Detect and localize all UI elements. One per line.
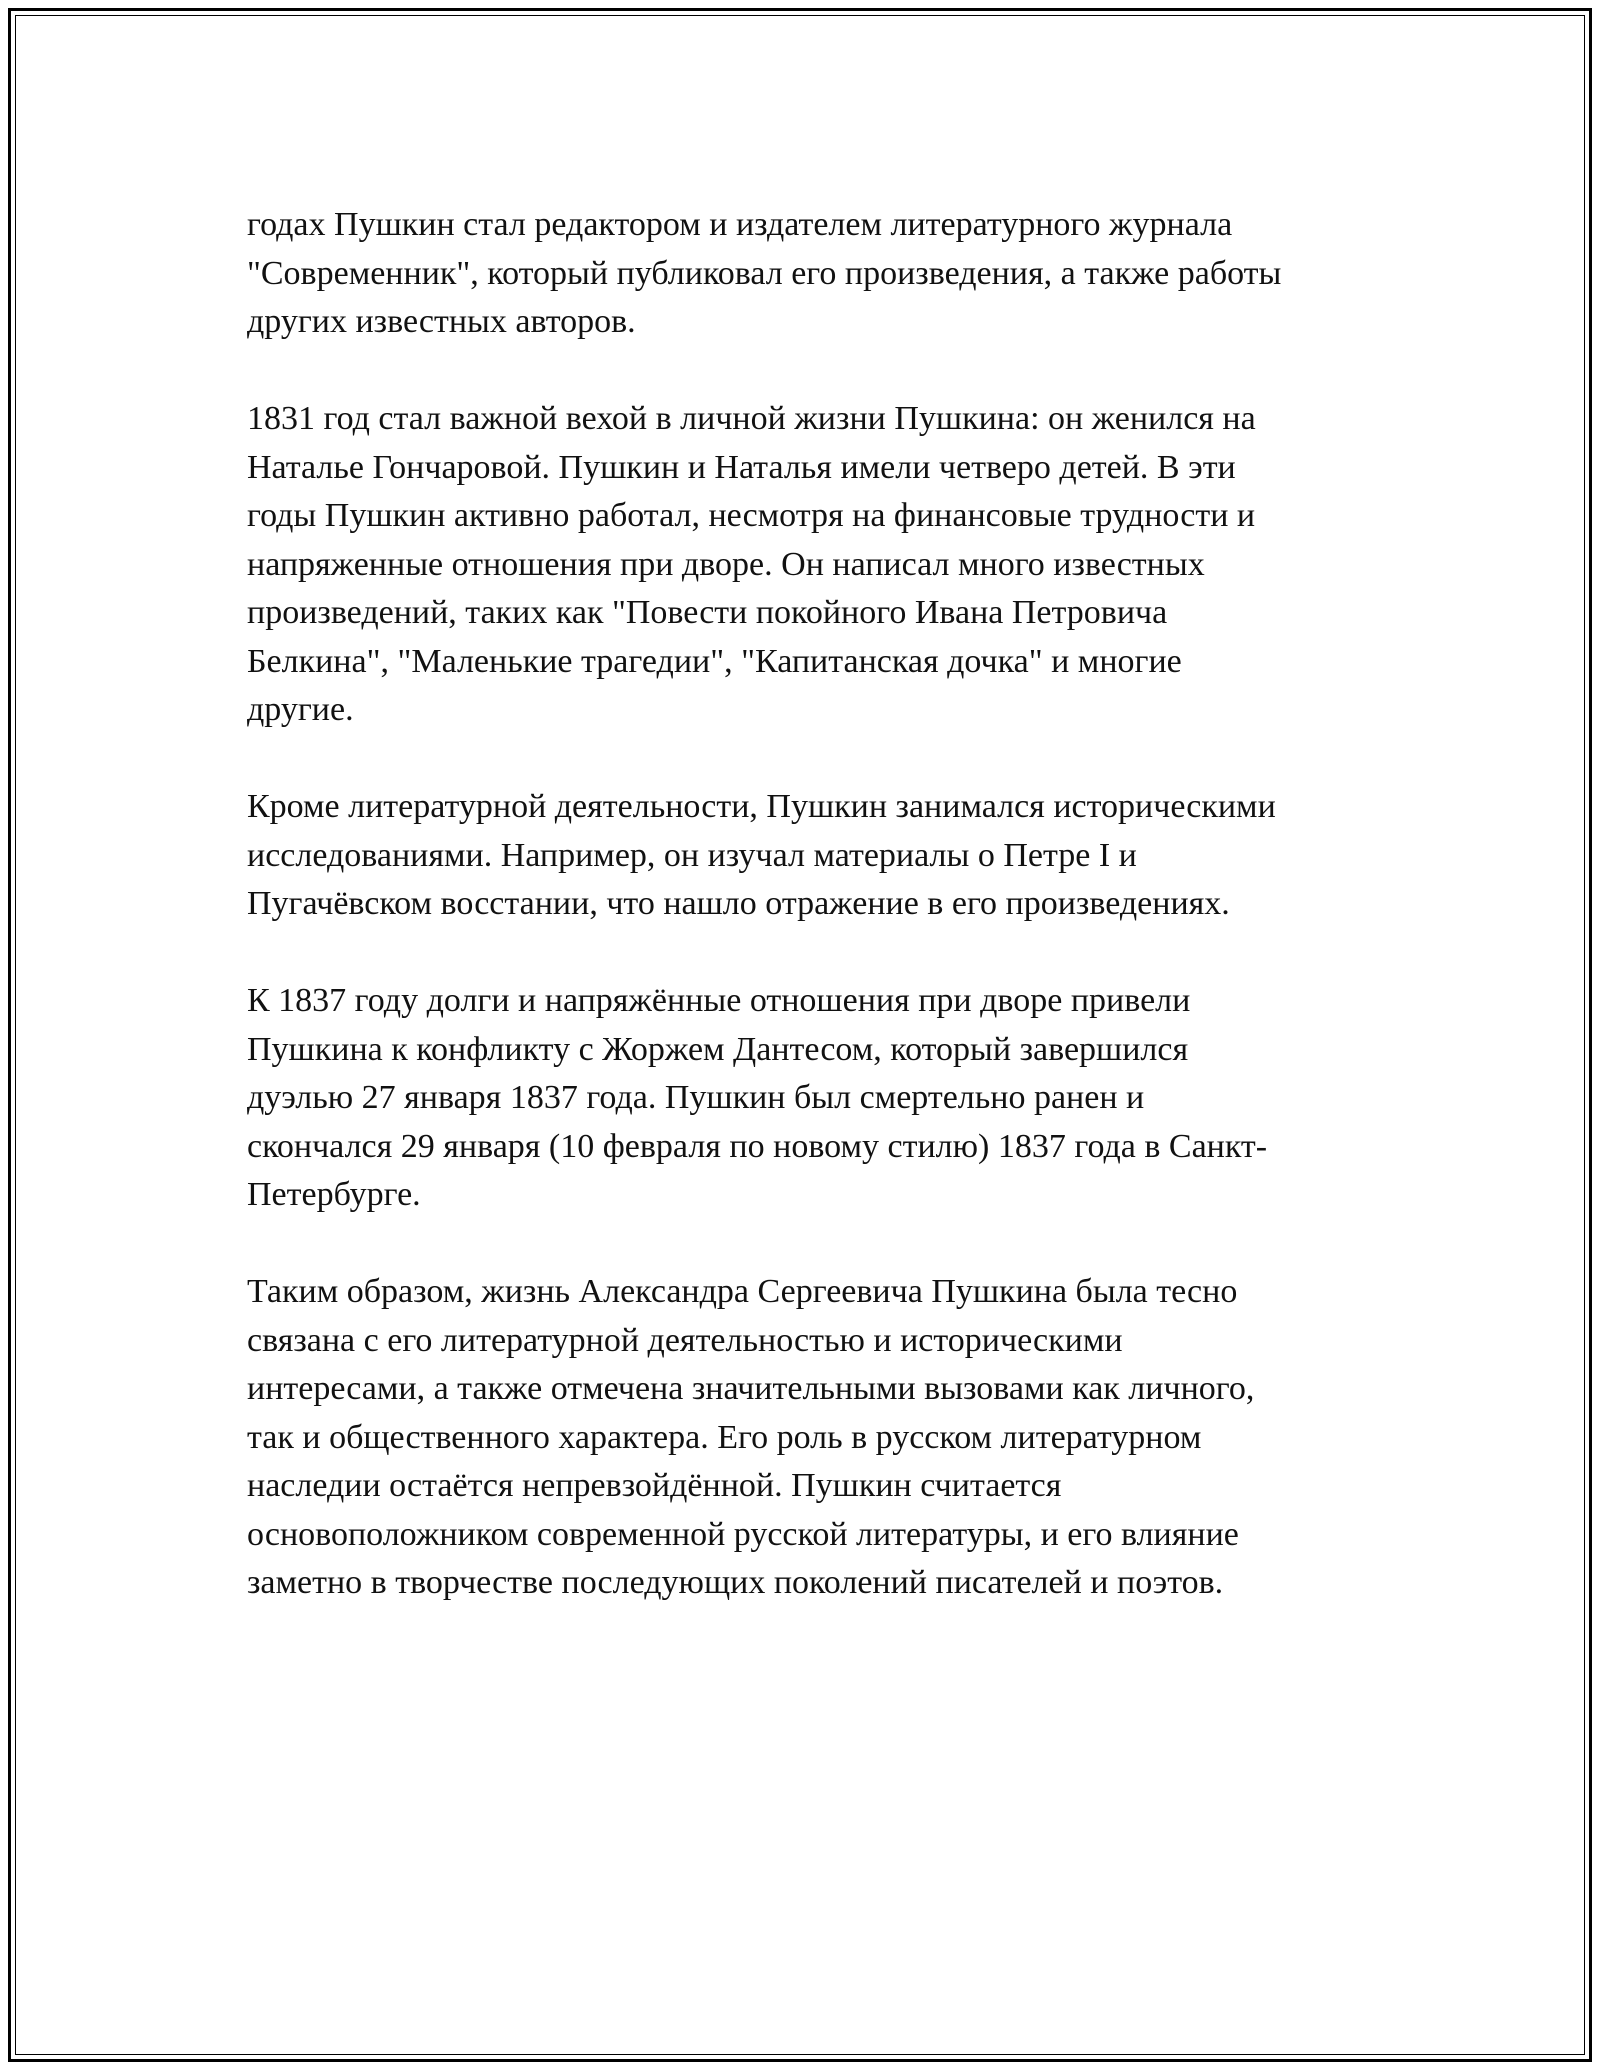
- text-line: Таким образом, жизнь Александра Сергеевича Пушкина была тесно: [247, 1273, 1238, 1310]
- text-line: интересами, а также отмечена значительными вызовами как личного,: [247, 1370, 1255, 1407]
- paragraph-3: [247, 783, 1397, 929]
- paragraph-2: [247, 395, 1397, 735]
- text-line: произведений, таких как "Повести покойного Ивана Петровича: [247, 594, 1168, 631]
- text-line: связана с его литературной деятельностью и историческими: [247, 1321, 1123, 1359]
- paragraph-1: [247, 201, 1397, 347]
- text-line: Кроме литературной деятельности, Пушкин занимался историческими: [247, 788, 1276, 825]
- text-line: заметно в творчестве последующих поколений писателей и поэтов.: [247, 1564, 1224, 1601]
- text-line: напряженные отношения при дворе. Он написал много известных: [247, 545, 1205, 583]
- text-line: годы Пушкин активно работал, несмотря на финансовые трудности и: [247, 497, 1256, 534]
- document-page: [8, 8, 1592, 2062]
- text-line: "Современник", который публиковал его произведения, а также работы: [247, 254, 1282, 292]
- text-line: другие.: [247, 691, 354, 728]
- text-line: годах Пушкин стал редактором и издателем литературного журнала: [247, 206, 1233, 243]
- text-line: других известных авторов.: [247, 303, 636, 340]
- text-line: К 1837 году долги и напряжённые отношения при дворе привели: [247, 982, 1191, 1019]
- text-line: основоположником современной русской литературы, и его влияние: [247, 1515, 1239, 1553]
- text-line: так и общественного характера. Его роль в русском литературном: [247, 1418, 1202, 1456]
- paragraph-5: [247, 1268, 1397, 1608]
- text-line: исследованиями. Например, он изучал материалы о Петре I и: [247, 836, 1137, 874]
- text-line: 1831 год стал важной вехой в личной жизни Пушкина: он женился на: [247, 400, 1256, 437]
- paragraph-4: [247, 977, 1397, 1220]
- text-line: Пугачёвском восстании, что нашло отражение в его произведениях.: [247, 885, 1230, 922]
- text-line: Петербурге.: [247, 1176, 421, 1213]
- text-line: скончался 29 января (10 февраля по новому стилю) 1837 года в Санкт-: [247, 1127, 1268, 1165]
- text-line: дуэлью 27 января 1837 года. Пушкин был смертельно ранен и: [247, 1079, 1145, 1116]
- text-line: Пушкина к конфликту с Жоржем Дантесом, который завершился: [247, 1030, 1189, 1068]
- text-line: наследии остаётся непревзойдённой. Пушкин считается: [247, 1467, 1062, 1504]
- text-line: Наталье Гончаровой. Пушкин и Наталья имели четверо детей. В эти: [247, 448, 1236, 486]
- document-body: [247, 201, 1397, 1656]
- text-line: Белкина", "Маленькие трагедии", "Капитанская дочка" и многие: [247, 642, 1182, 680]
